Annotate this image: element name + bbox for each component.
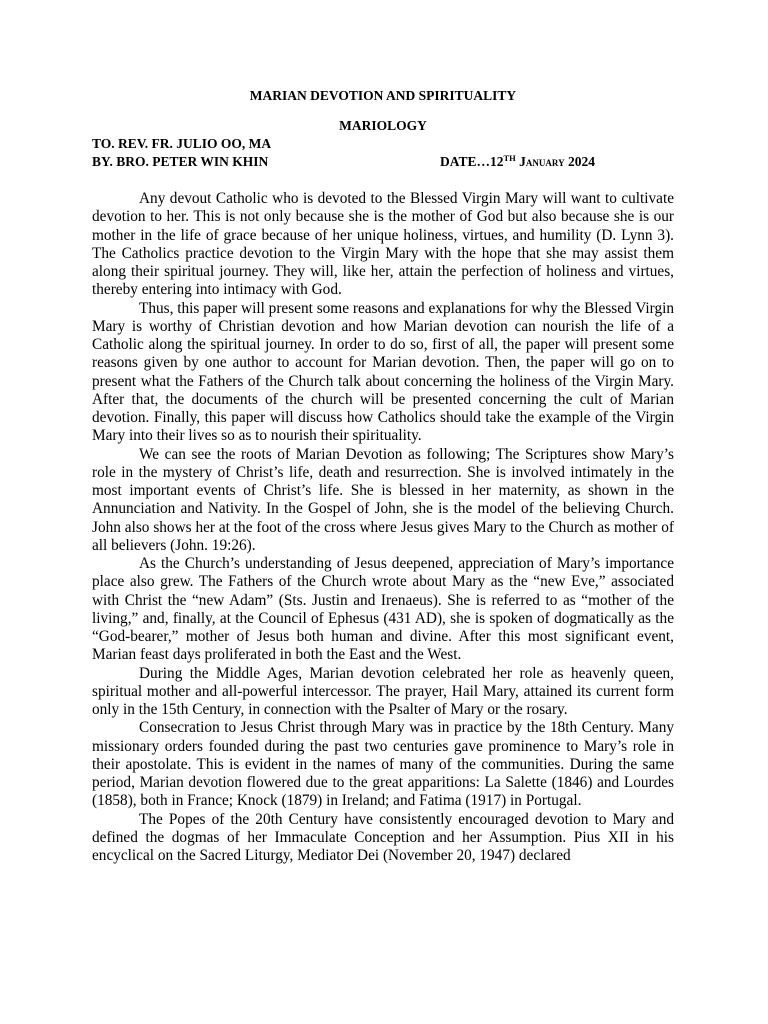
paragraph: As the Church’s understanding of Jesus deepened, appreciation of Mary’s importance place also grew. The Fathers of the Church wrote about Mary as the “new Eve,” associated with Christ the “new Adam” (Sts. Justin and Irenaeus). She is referred to as “mother of the living,” and, finally, at the Council of Ephesus (431 AD), she is spoken of dogmatically as the “God-bearer,” mother of Jesus both human and divine. After this most significant event, Marian feast days proliferated in both the East and the West. — [92, 555, 674, 664]
paragraph: During the Middle Ages, Marian devotion celebrated her role as heavenly queen, spiritual mother and all-powerful intercessor. The prayer, Hail Mary, attained its current form only in the 15th Century, in connection with the Psalter of Mary or the rosary. — [92, 664, 674, 718]
paragraph: Consecration to Jesus Christ through Mary was in practice by the 18th Century. Many missionary orders founded during the past two centuries gave prominence to Mary’s role in their apostolate. This is evident in the names of many of the communities. During the same period, Marian devotion flowered due to the great apparitions: La Salette (1846) and Lourdes (1858), both in France; Knock (1879) in Ireland; and Fatima (1917) in Portugal. — [92, 719, 674, 810]
body-text — [92, 190, 674, 865]
date-text — [440, 153, 595, 171]
date-month-year: January 2024 — [519, 154, 595, 169]
author-text: BY. BRO. PETER WIN KHIN — [92, 154, 269, 169]
paragraph: Thus, this paper will present some reasons and explanations for why the Blessed Virgin Mary is worthy of Christian devotion and how Marian devotion can nourish the life of a Catholic along the spiritual journey. In order to do so, first of all, the paper will present some reasons given by one author to account for Marian devotion. Then, the paper will go on to present what the Fathers of the Church talk about concerning the holiness of the Virgin Mary. After that, the documents of the church will be presented concerning the cult of Marian devotion. Finally, this paper will discuss how Catholics should take the example of the Virgin Mary into their lives so as to nourish their spirituality. — [92, 299, 674, 445]
recipient-line — [92, 135, 674, 153]
date-ordinal-suffix: TH — [503, 153, 516, 163]
document-subject: MARIOLOGY — [339, 118, 427, 133]
date-prefix: DATE…12 — [440, 154, 504, 169]
paragraph: Any devout Catholic who is devoted to the Blessed Virgin Mary will want to cultivate devotion to her. This is not only because she is the mother of God but also because she is our mother in the life of grace because of her unique holiness, virtues, and humility (D. Lynn 3). The Catholics practice devotion to the Virgin Mary with the hope that she may assist them along their spiritual journey. They will, like her, attain the perfection of holiness and virtues, thereby entering into intimacy with God. — [92, 190, 674, 299]
author-date-line — [92, 153, 674, 171]
paragraph: The Popes of the 20th Century have consistently encouraged devotion to Mary and defined the dogmas of her Immaculate Conception and her Assumption. Pius XII in his encyclical on the Sacred Liturgy, Mediator Dei (November 20, 1947) declared — [92, 810, 674, 864]
paragraph: We can see the roots of Marian Devotion as following; The Scriptures show Mary’s role in the mystery of Christ’s life, death and resurrection. She is involved intimately in the most important events of Christ’s life. She is blessed in her maternity, as shown in the Annunciation and Nativity. In the Gospel of John, she is the model of the believing Church. John also shows her at the foot of the cross where Jesus gives Mary to the Church as mother of all believers (John. 19:26). — [92, 445, 674, 554]
recipient-text: TO. REV. FR. JULIO OO, MA — [92, 136, 272, 151]
document-title: MARIAN DEVOTION AND SPIRITUALITY — [249, 88, 517, 103]
document-page — [92, 87, 674, 865]
